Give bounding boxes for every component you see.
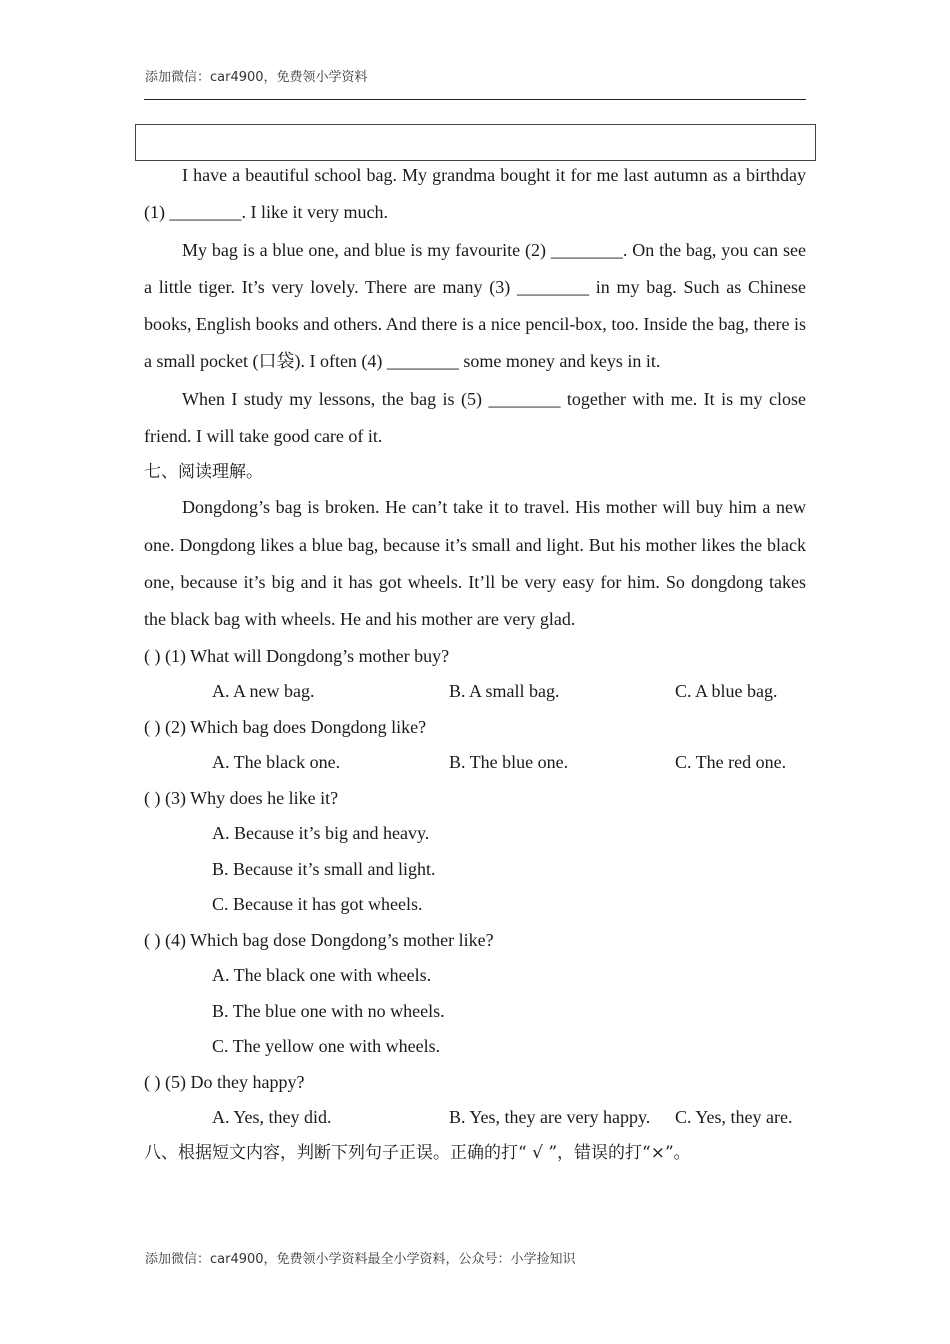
option-b: B. Yes, they are very happy. [449, 1107, 651, 1128]
option-a: A. The black one. [212, 752, 341, 773]
option-c: C. The yellow one with wheels. [212, 1036, 441, 1057]
section-7-title: 七、阅读理解。 [144, 462, 263, 483]
document-body [144, 157, 806, 1170]
cloze-paragraph-2: My bag is a blue one, and blue is my favourite (2) ________. On the bag, you can see a little tiger. It’s very lovely. There are many (3) ________ in my bag. Such as Chinese books, English books and others. And there is a nice pencil-box, too. Inside the bag, there is a small pocket (口袋). I often (4) ________ some money and keys in it. [144, 239, 806, 372]
option-b: B. Because it’s small and light. [212, 858, 436, 879]
cloze-paragraph-3: When I study my lessons, the bag is (5) ________ together with me. It is my close friend. I will take good care of it. [144, 388, 806, 447]
page-header-text: 添加微信：car4900，免费领小学资料 [145, 70, 368, 85]
question-2: ( ) (2) Which bag does Dongdong like? [144, 716, 427, 737]
option-a: A. Yes, they did. [212, 1107, 332, 1128]
reading-passage: Dongdong’s bag is broken. He can’t take it to travel. His mother will buy him a new one. Dongdong likes a blue bag, because it’s small and light. But his mother likes the black one, because it’s big and it has got wheels. It’ll be very easy for him. So dongdong takes the black bag with wheels. He and his mother are very glad. [144, 497, 806, 630]
option-c: C. Because it has got wheels. [212, 894, 423, 915]
page-footer-text: 添加微信：car4900，免费领小学资料最全小学资料，公众号：小学捡知识 [145, 1252, 576, 1267]
option-b: B. A small bag. [449, 681, 560, 702]
question-5-options [144, 1100, 806, 1136]
question-2-options [144, 745, 806, 781]
option-c: C. The red one. [675, 752, 787, 773]
option-a: A. Because it’s big and heavy. [212, 823, 430, 844]
header-divider [144, 99, 806, 100]
option-c: C. A blue bag. [675, 681, 778, 702]
cloze-paragraph-1: I have a beautiful school bag. My grandma bought it for me last autumn as a birthday (1) ________. I like it very much. [144, 165, 806, 223]
blank-answer-box [135, 124, 816, 161]
question-3: ( ) (3) Why does he like it? [144, 787, 339, 808]
question-1: ( ) (1) What will Dongdong’s mother buy? [144, 645, 450, 666]
option-b: B. The blue one with no wheels. [212, 1000, 445, 1021]
option-a: A. A new bag. [212, 681, 315, 702]
section-8-title: 八、根据短文内容，判断下列句子正误。正确的打“ √ ”，错误的打“×”。 [144, 1142, 691, 1163]
option-b: B. The blue one. [449, 752, 569, 773]
question-1-options [144, 674, 806, 710]
question-4: ( ) (4) Which bag dose Dongdong’s mother like? [144, 929, 494, 950]
question-5: ( ) (5) Do they happy? [144, 1071, 305, 1092]
option-c: C. Yes, they are. [675, 1107, 793, 1128]
option-a: A. The black one with wheels. [212, 965, 432, 986]
